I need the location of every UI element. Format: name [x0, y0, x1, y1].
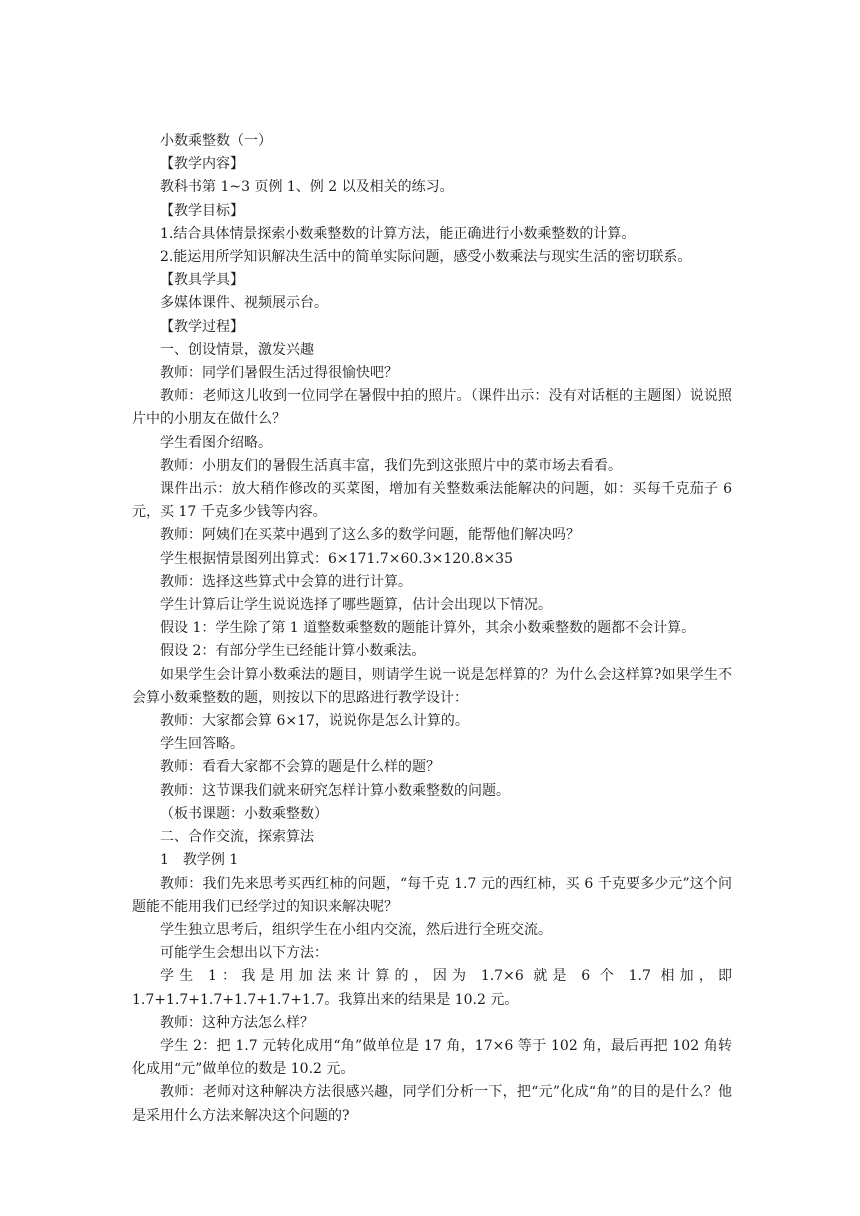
paragraph: 可能学生会想出以下方法： [160, 945, 328, 962]
paragraph: 教师：看看大家都不会算的题是什么样的题？ [160, 759, 440, 776]
paragraph: 多媒体课件、视频展示台。 [160, 295, 328, 312]
paragraph: 教师：阿姨们在买菜中遇到了这么多的数学问题，能帮他们解决吗？ [160, 527, 580, 544]
paragraph: 教师：选择这些算式中会算的进行计算。 [160, 573, 412, 590]
section-heading-materials: 【教具学具】 [160, 272, 244, 289]
paragraph: 课件出示：放大稍作修改的买菜图，增加有关整数乘法能解决的问题，如：买每千克茄子 6 元，买 17 千克多少钱等内容。 [132, 481, 732, 521]
paragraph: 学生根据情景图列出算式：6×171.7×60.3×120.8×35 [160, 550, 513, 567]
document-body [132, 130, 732, 1128]
paragraph: 学生计算后让学生说说选择了哪些题算，估计会出现以下情况。 [160, 597, 552, 614]
paragraph: 假设 2：有部分学生已经能计算小数乘法。 [160, 643, 426, 660]
paragraph: 教师：小朋友们的暑假生活真丰富，我们先到这张照片中的菜市场去看看。 [160, 457, 622, 474]
paragraph: 学生回答略。 [160, 736, 244, 753]
paragraph: 如果学生会计算小数乘法的题目，则请学生说一说是怎样算的？为什么会这样算?如果学生不会算小数乘整数的题，则按以下的思路进行教学设计： [132, 666, 732, 706]
paragraph: 学生独立思考后，组织学生在小组内交流，然后进行全班交流。 [160, 921, 552, 938]
paragraph: 学生 2：把 1.7 元转化成用“角”做单位是 17 角，17×6 等于 102 角，最后再把 102 角转化成用“元”做单位的数是 10.2 元。 [132, 1037, 732, 1078]
subheading: 1 教学例 1 [160, 852, 239, 869]
subheading: 二、合作交流，探索算法 [160, 829, 314, 846]
paragraph: 教师：这节课我们就来研究怎样计算小数乘整数的问题。 [160, 782, 510, 799]
section-heading-process: 【教学过程】 [160, 318, 244, 335]
paragraph: 教师：大家都会算 6×17，说说你是怎么计算的。 [160, 713, 469, 730]
paragraph: 教科书第 1~3 页例 1、例 2 以及相关的练习。 [160, 179, 454, 196]
paragraph: 教师：我们先来思考买西红柿的问题，“每千克 1.7 元的西红柿，买 6 千克要多少元”这个问题能不能用我们已经学过的知识来解决呢？ [132, 875, 732, 915]
section-heading-objectives: 【教学目标】 [160, 202, 244, 219]
paragraph: 学生 1：我是用加法来计算的，因为 1.7×6 就是 6 个 1.7 相加，即 1.7+1.7+1.7+1.7+1.7+1.7。我算出来的结果是 10.2 元。 [132, 968, 732, 1008]
paragraph: 2.能运用所学知识解决生活中的简单实际问题，感受小数乘法与现实生活的密切联系。 [160, 249, 692, 266]
paragraph: 教师：同学们暑假生活过得很愉快吧？ [160, 365, 398, 382]
paragraph: 1.结合具体情景探索小数乘整数的计算方法，能正确进行小数乘整数的计算。 [160, 225, 636, 242]
paragraph: 假设 1：学生除了第 1 道整数乘整数的题能计算外，其余小数乘整数的题都不会计算。 [160, 620, 696, 637]
paragraph: 教师：老师对这种解决方法很感兴趣，同学们分析一下，把“元”化成“角”的目的是什么？他是采用什么方法来解决这个问题的? [132, 1084, 732, 1124]
paragraph: 教师：老师这儿收到一位同学在暑假中拍的照片。（课件出示：没有对话框的主题图）说说照片中的小朋友在做什么？ [132, 388, 732, 428]
subheading: 一、创设情景，激发兴趣 [160, 341, 314, 358]
section-heading-content: 【教学内容】 [160, 156, 244, 173]
document-title: 小数乘整数（一） [160, 133, 272, 149]
paragraph: 学生看图介绍略。 [160, 434, 272, 451]
paragraph: （板书课题：小数乘整数） [160, 805, 328, 822]
paragraph: 教师：这种方法怎么样？ [160, 1014, 314, 1031]
